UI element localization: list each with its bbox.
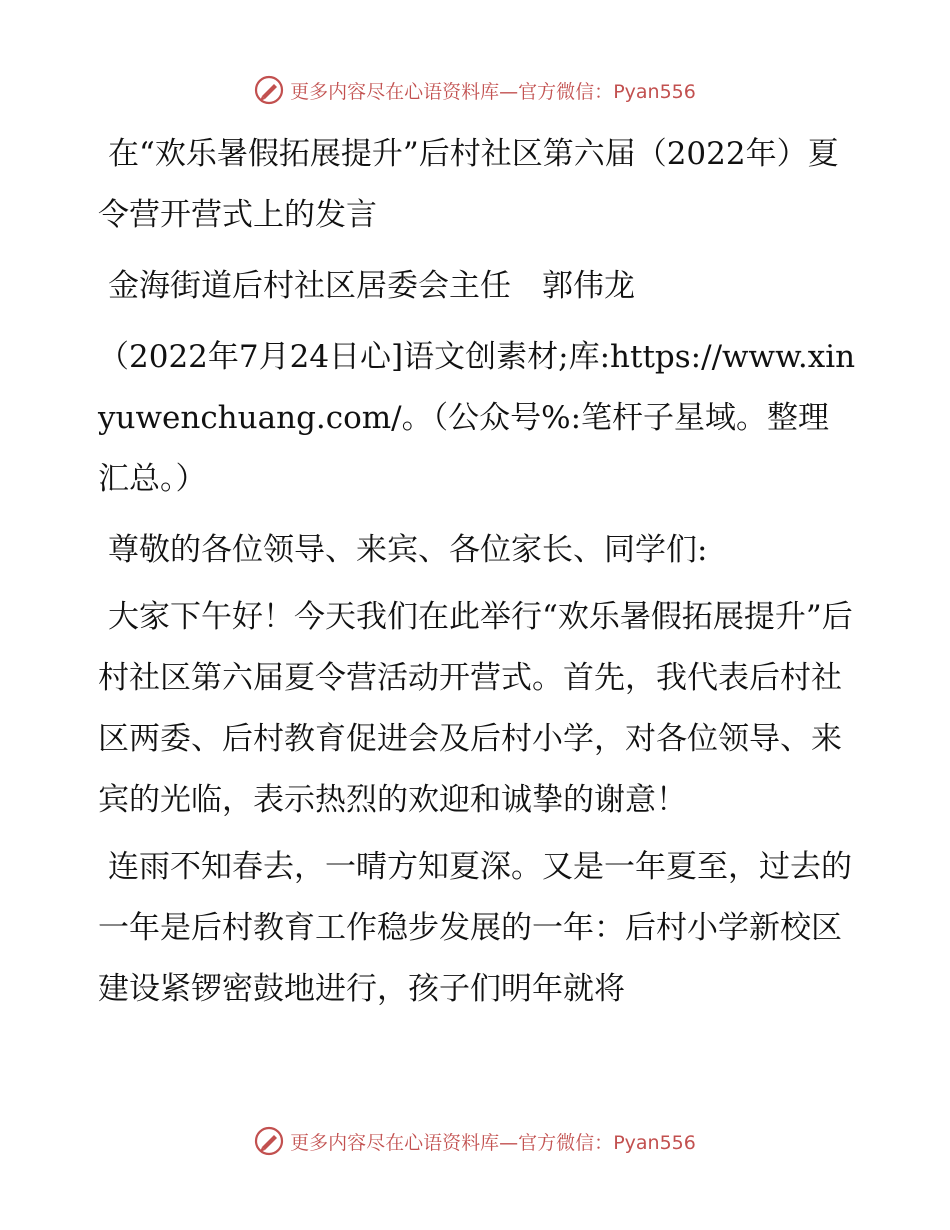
document-title: 在“欢乐暑假拓展提升”后村社区第六届（2022年）夏令营开营式上的发言 — [98, 136, 839, 233]
watermark-text: 更多内容尽在心语资料库—官方微信：Pyan556 — [290, 1131, 696, 1154]
salutation: 尊敬的各位领导、来宾、各位家长、同学们: — [108, 532, 708, 568]
document-body — [98, 124, 858, 1020]
paragraph-1: 大家下午好！今天我们在此举行“欢乐暑假拓展提升”后村社区第六届夏令营活动开营式。首先，我代表后村社区两委、后村教育促进会及后村小学，对各位领导、来宾的光临，表示热烈的欢迎和诚挚的谢意！ — [98, 599, 853, 818]
author-line: 金海街道后村社区居委会主任 郭伟龙 — [108, 268, 635, 304]
watermark-banner-bottom — [0, 1121, 950, 1161]
watermark-banner-top — [0, 70, 950, 110]
source-note: （2022年7月24日心]语文创素材;库:https://www.xinyuwenchuang.com/。（公众号%:笔杆子星域。整理汇总。） — [98, 339, 856, 497]
watermark-text: 更多内容尽在心语资料库—官方微信：Pyan556 — [290, 80, 696, 103]
pen-logo-icon — [254, 75, 284, 105]
paragraph-2: 连雨不知春去，一晴方知夏深。又是一年夏至，过去的一年是后村教育工作稳步发展的一年：后村小学新校区建设紧锣密鼓地进行，孩子们明年就将 — [98, 849, 852, 1007]
pen-logo-icon — [254, 1126, 284, 1156]
